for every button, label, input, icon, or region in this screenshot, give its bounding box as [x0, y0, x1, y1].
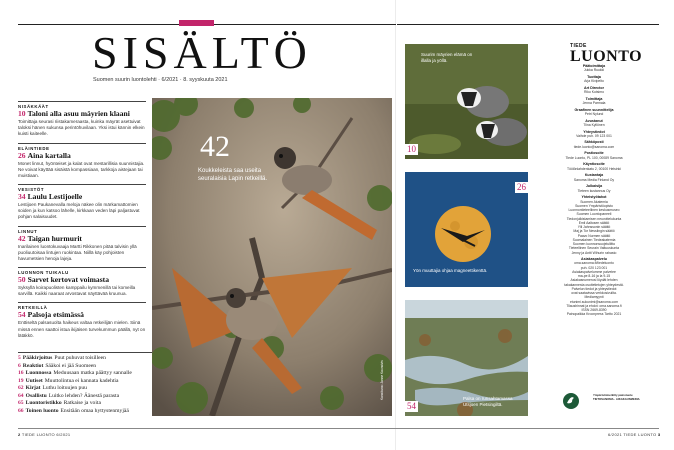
- masthead-line: Töölönlahdenkatu 2, 00100 Helsinki: [567, 166, 621, 171]
- section-tab: [179, 20, 214, 26]
- toc-description: Inarilainen luontokuvaaja Martti Rikkonen pitää talvisin yllä puoliuutoisaa lintujen ruokintaa. Niillä käy pohjoisten havumetsien henoja lajeja.: [18, 243, 137, 261]
- swan-label-icon: [563, 391, 579, 411]
- bottom-rule: [18, 428, 659, 429]
- item-number: 16: [18, 370, 24, 377]
- photo-caption: Koukkeleista saa useita seuralaisia Lapin retkeillä.: [198, 168, 268, 182]
- footer-right: [608, 432, 660, 437]
- item-desc: Muuttolintua ei kannata kadehtia: [44, 377, 119, 384]
- item-title: Luonnossa: [25, 370, 52, 377]
- masthead-line: Jenny ja Antti Wihurin rahasto: [571, 250, 617, 255]
- item-desc: Puut puhuvat toisilleen: [54, 355, 106, 361]
- thumb-caption: Suurim mäyrien elämä on illalla ja yöllä.: [421, 52, 473, 63]
- masthead-line: Petri Nylund: [584, 112, 604, 117]
- toc-section: ELÄINTIEDE: [18, 143, 146, 151]
- masthead-line: Paavo Nurmen säätiö: [577, 233, 611, 238]
- masthead-label: Kustantaja: [584, 173, 604, 178]
- masthead-line: Riku Kutsimo: [584, 90, 604, 95]
- page-number-left: 2: [18, 432, 21, 437]
- item-desc: Ensitään omaa hyttystenmyjää: [60, 407, 129, 414]
- masthead-line: Tieteen kustannus Oy: [577, 188, 611, 193]
- masthead-block: [538, 173, 650, 182]
- toc-section: VESISTÖT: [18, 184, 146, 192]
- masthead-line: Tilaushinnat ja ehdot: oma.sanoma.fi: [566, 303, 622, 308]
- masthead-block: [538, 119, 650, 128]
- item-desc: Sääkoi ei jää Suomeen: [45, 362, 97, 369]
- toc-title-text: Palsoja etsimässä: [27, 310, 84, 320]
- masthead-block: [538, 151, 650, 160]
- list-item[interactable]: [18, 400, 168, 408]
- masthead-line: Arja Kivipelto: [584, 79, 604, 84]
- toc-section: RETKEILLÄ: [18, 302, 146, 310]
- masthead-line: Jenna Parmala: [582, 101, 606, 106]
- toc-title-text: Laulu Lestijoelle: [27, 192, 83, 202]
- masthead-label: Tuottaja: [587, 74, 601, 79]
- item-title: Uutiset: [25, 377, 43, 384]
- toc-description: Syksyllä koirapuolisten kamppailu kymmenillä tai komeilla sarvillä. Kaikki naaraat arvostavat näyttävää kruunua.: [18, 285, 136, 297]
- masthead-block: [538, 184, 650, 193]
- masthead-line: Tieteellinen Seurain Valtuuskunta: [568, 246, 620, 251]
- toc-section: LINNUT: [18, 226, 146, 234]
- toc-description: Enttiseltä palsasuolta haikeus valtaa retkeilijän mielen. Siinä missä ennen saattoi istua ikijäisen turvekummun päällä, nyt on lätäkkö.: [18, 320, 146, 338]
- toc-section: NISÄKKÄÄT: [18, 101, 146, 109]
- toc-page-number: 10: [18, 109, 26, 118]
- masthead-block: [538, 162, 650, 171]
- masthead-label: Avustanut: [585, 118, 603, 123]
- masthead-line: tiede.luonto@sanoma.com: [573, 144, 615, 149]
- toc-title: [18, 152, 146, 160]
- item-title: Kirjat: [25, 385, 41, 392]
- toc-section: LUONNON TUIKALU: [18, 267, 146, 275]
- masthead-line: Asiakaspalvelumme palvelee: [572, 269, 616, 274]
- list-item[interactable]: [18, 408, 168, 416]
- masthead-line: Palvelun tiedot ja yhteystiedot: [571, 286, 617, 291]
- masthead-line: Suomen Ympäristöopisto: [575, 203, 613, 208]
- toc-page-number: 34: [18, 192, 26, 202]
- masthead-line: Ylli Jahnssonin säätiö: [577, 225, 611, 230]
- masthead-line: Asiakasnumerosi löydät lehden: [570, 278, 618, 283]
- toc-description: Monet linnut, hyönteiset ja kalat ovat mestarillisia suunnistajia. Ne voivat käyttää sisäistä kompassiaan, tarkkoja aistejaan tai muistiaan.: [18, 160, 145, 178]
- toc-title-text: Taloni alla asuu mäyrien klaani: [27, 109, 130, 118]
- masthead-label: Sähköposti: [584, 140, 604, 145]
- masthead-line: ovat saatavissa verkkosivuilta.: [571, 291, 617, 296]
- short-items-list: [18, 352, 168, 415]
- toc-entry[interactable]: [18, 143, 146, 180]
- masthead-block: [538, 140, 650, 149]
- masthead-line: Emil Aaltosen säätiö: [578, 220, 610, 225]
- item-number: 6: [18, 362, 21, 369]
- toc-title-text: Taigan hurmurit: [27, 233, 82, 243]
- masthead-line: Maj ja Tor Nesslingin säätiö: [573, 229, 615, 234]
- thumb-page-number: 26: [517, 182, 526, 192]
- main-photo-siberian-jays[interactable]: [152, 98, 392, 416]
- toc-description: Toimittaja seurasi riistakameraasta, kuinka mäyrät asettuivat taloksi hänen sukunsa perintöhuvilaan. Yksi istui kännin elkein kuisti kaiteelle.: [18, 118, 145, 137]
- masthead-label: Asiakaspalvelu: [581, 256, 607, 261]
- masthead-label: Julkaisija: [585, 184, 603, 189]
- list-item[interactable]: [18, 393, 168, 401]
- masthead-line: Luonnontieteellinen keskusmuseo: [568, 208, 620, 213]
- magazine-logo: [570, 44, 642, 65]
- item-number: 65: [18, 400, 24, 407]
- press-label-text: TIETOSANOMA · AIKAKAUSMEDIA: [593, 396, 640, 401]
- toc-entry[interactable]: [18, 101, 146, 138]
- toc-title: [18, 311, 146, 319]
- birds-illustration: [152, 98, 392, 416]
- masthead-block: [538, 108, 650, 117]
- footer-right-text: 6/2021 TIEDE LUONTO: [608, 432, 657, 437]
- footer-left: [18, 432, 70, 437]
- thumb-badgers[interactable]: [405, 44, 528, 159]
- masthead-block: [538, 257, 650, 317]
- masthead-line: Suomen luonnonsuojeluliitto: [572, 242, 616, 247]
- masthead-label: Toimittaja: [585, 96, 603, 101]
- list-item[interactable]: [18, 355, 168, 363]
- masthead-line: Tiedonjulkistamisen neuvottelukunta: [566, 216, 622, 221]
- thumb-palsa-river[interactable]: [405, 300, 528, 416]
- masthead-line: ma-pe 8-16 ja la 9-15: [577, 274, 611, 279]
- masthead-label: Päätoimittaja: [582, 64, 606, 68]
- masthead-block: [538, 97, 650, 106]
- list-item[interactable]: [18, 378, 168, 386]
- toc-title-text: Aina kartalla: [27, 150, 71, 160]
- logo-small-text: TIEDE: [570, 43, 587, 49]
- item-title: Toinen luonto: [25, 407, 59, 414]
- item-number: 64: [18, 392, 24, 399]
- issue-line: Suomen suurin luontolehti · 6/2021 · 8. syyskuuta 2021: [93, 77, 228, 83]
- press-mark: [593, 394, 653, 401]
- masthead-line: Mediamyynti: [584, 295, 604, 300]
- photo-credit: Kansikuva: Janne Kaunsivis: [380, 360, 384, 400]
- logo-big-text: LUONTO: [570, 48, 643, 65]
- item-desc: Luthu loituujen puu: [42, 385, 87, 392]
- toc-page-number: 50: [18, 275, 26, 285]
- toc-page-number: 54: [18, 310, 26, 320]
- spine: [395, 0, 396, 450]
- masthead-label: Art Director: [584, 85, 604, 90]
- list-item[interactable]: [18, 363, 168, 371]
- masthead-line: puh. 020 123 001: [580, 265, 608, 270]
- toc-entry[interactable]: [18, 302, 146, 339]
- top-rule-right: [397, 24, 659, 25]
- item-title: Luontoristikko: [25, 400, 62, 407]
- toc-title: [18, 193, 146, 201]
- table-of-contents: [18, 96, 146, 339]
- footer-logos: [563, 391, 655, 411]
- item-title: Pääkirjoitus: [22, 355, 53, 361]
- masthead-label: Yhteystiedot: [583, 129, 605, 134]
- toc-page-number: 42: [18, 233, 26, 243]
- toc-title: [18, 110, 146, 118]
- masthead-line: Vaihde puh. 09 123 001: [576, 134, 612, 139]
- masthead-line: etunimi.sukunimi@sanoma.com: [569, 299, 619, 304]
- masthead-line: Tiede Luonto, PL 100, 00089 Sanoma: [565, 155, 623, 160]
- masthead-line: oma.sanoma.fi/tiedeluonto: [574, 261, 614, 266]
- toc-entry[interactable]: [18, 184, 146, 221]
- masthead-block: [538, 195, 650, 255]
- masthead-label: Yhteistyötahot: [581, 195, 607, 200]
- masthead-line: Suomen Luontopaneeli: [576, 212, 612, 217]
- masthead-label: Käyntiosoite: [583, 162, 605, 167]
- item-desc: Meduusaan matka päättyy sannalle: [53, 370, 132, 377]
- masthead-line: ISSN 2669-8390: [581, 308, 607, 313]
- toc-title: [18, 276, 146, 284]
- item-number: 62: [18, 385, 24, 392]
- list-item[interactable]: [18, 370, 168, 378]
- page-number-right: 3: [657, 432, 661, 437]
- swan-label-text: Ympäristömerkitty painotuote: [593, 393, 633, 397]
- masthead-line: Suomalainen Tiedeakatemia: [572, 237, 616, 242]
- item-desc: Luitko lehden? Äänestä parasta: [48, 392, 120, 399]
- item-number: 19: [18, 377, 24, 384]
- item-title: Osallistu: [25, 392, 47, 399]
- thumb-moon-bird[interactable]: [405, 172, 528, 287]
- list-item[interactable]: [18, 385, 168, 393]
- toc-description: Lestijoen Paukanevalla meloja näkee olin märkamattomien soiden ja kun katsoo lähelle, kirkkaan veden läpi paljastuvat pohjan salaisuudet.: [18, 202, 140, 220]
- toc-entry[interactable]: [18, 267, 146, 297]
- masthead-line: Tiina Kyllönen: [583, 123, 605, 128]
- toc-title: [18, 235, 146, 243]
- feature-page-number: 42: [200, 130, 230, 163]
- footer-left-text: TIEDE LUONTO 6/2021: [21, 432, 71, 437]
- item-title: Reaktiot: [22, 362, 44, 369]
- masthead-line: takakannesta osoitetietojen yhteydestä.: [564, 282, 624, 287]
- masthead-line: Jukka Ruukki: [583, 68, 605, 73]
- masthead-label: Postiosoite: [584, 151, 604, 156]
- toc-entry[interactable]: [18, 226, 146, 263]
- masthead-line: Suomen Akatemia: [580, 199, 608, 204]
- masthead-block: [538, 130, 650, 139]
- thumb-page-number: 10: [407, 144, 416, 154]
- item-number: 5: [18, 355, 21, 361]
- thumb-caption: Yön muuttajia ohjaa magneettikenttä.: [413, 268, 488, 273]
- item-desc: Ratkaise ja voita: [63, 400, 101, 407]
- masthead-label: Graafinen suunnittelija: [574, 107, 614, 112]
- masthead-line: Painopaikka Kroonpress Tartto 2021: [566, 312, 622, 317]
- page-title: SISÄLTÖ: [92, 27, 312, 78]
- thumb-page-number: 54: [407, 401, 416, 411]
- masthead: [538, 64, 650, 319]
- thumb-caption: Palsa on runsahtamassa Utsjoen Pietsingiltä.: [463, 396, 513, 407]
- toc-page-number: 26: [18, 150, 26, 160]
- masthead-block: [538, 86, 650, 95]
- toc-title-text: Sarvet kertovat voimasta: [27, 275, 109, 285]
- masthead-line: Sanoma Media Finland Oy: [573, 177, 615, 182]
- masthead-block: [538, 75, 650, 84]
- item-number: 66: [18, 407, 24, 414]
- masthead-block: [538, 64, 650, 73]
